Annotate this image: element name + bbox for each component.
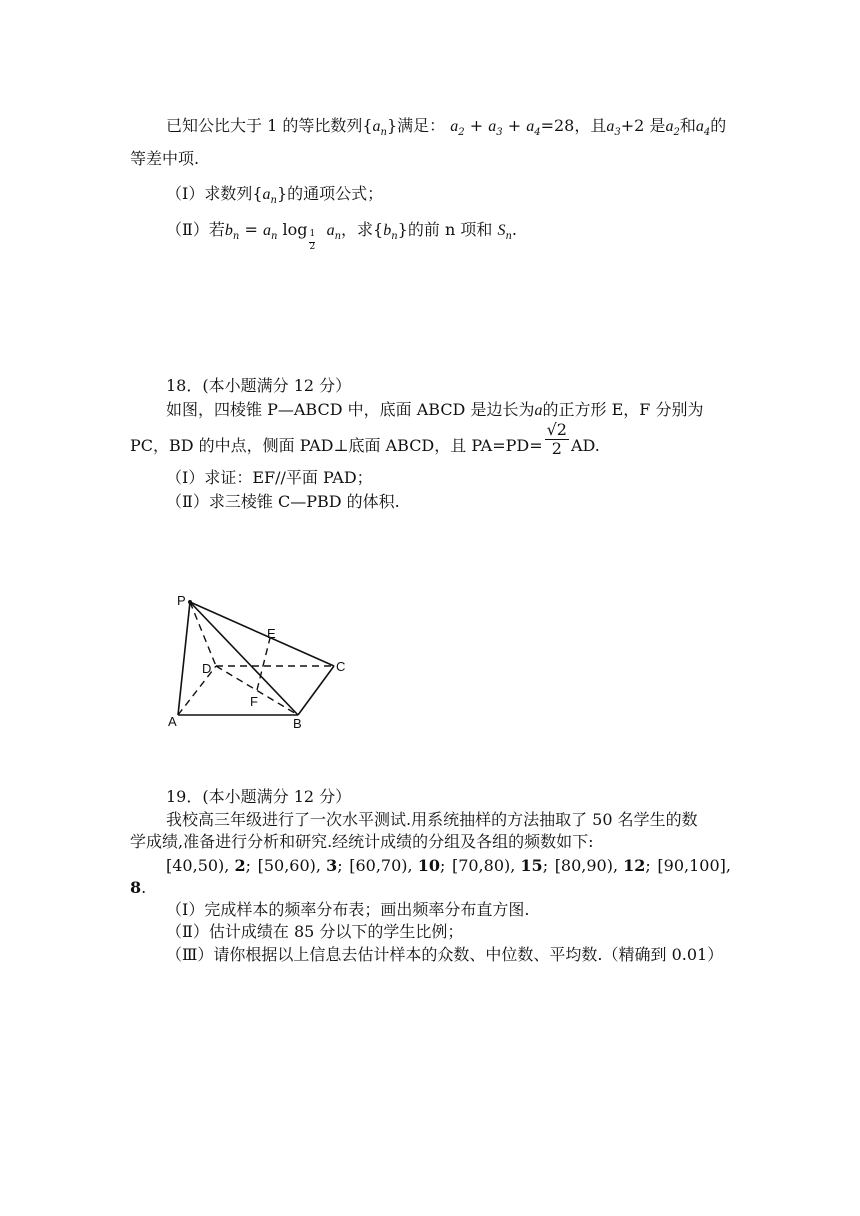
q17-text: }满足： [387, 116, 446, 135]
var-a: a [665, 118, 674, 135]
plus-sign: + [469, 116, 484, 135]
label-C: C [336, 659, 346, 674]
var-a: a [695, 118, 704, 135]
q17-part1 [166, 182, 383, 213]
var-a: a [262, 186, 271, 203]
q17-part2-text: ，求{ [341, 220, 384, 239]
group-item [258, 854, 343, 878]
sub-n: n [334, 231, 342, 242]
group-item [452, 854, 548, 878]
q19-line1: 我校高三年级进行了一次水平测试.用系统抽样的方法抽取了 50 名学生的数 [166, 810, 698, 829]
q18-text: PC，BD 的中点，侧面 PAD⊥底面 ABCD，且 PA=PD= [130, 436, 543, 455]
edge-BC [298, 666, 334, 715]
fraction-numerator: √2 [546, 420, 567, 439]
sub-n: n [380, 127, 387, 138]
q18-text: 如图，四棱锥 P—ABCD 中，底面 ABCD 是边长为 [166, 400, 535, 419]
log-base-den: 2 [309, 242, 316, 252]
sub-n: n [270, 231, 278, 242]
label-B: B [293, 716, 302, 731]
sub-4: 4 [703, 127, 711, 138]
sub-3: 3 [496, 127, 503, 138]
q17-text: =28，且 [540, 116, 607, 135]
q18-text: 的正方形 E，F 分别为 [542, 400, 704, 419]
group-count: 2 [234, 856, 246, 875]
sub-4: 4 [534, 127, 541, 138]
sub-n: n [505, 231, 512, 242]
label-A: A [168, 714, 177, 729]
q19-header: 19．(本小题满分 12 分） [166, 787, 352, 806]
point-P [188, 600, 192, 604]
group-range: [50,60), [257, 856, 321, 875]
q17-intro-line [166, 114, 726, 145]
group-range: [40,50), [166, 856, 230, 875]
label-F: F [250, 694, 258, 709]
pyramid-figure [150, 580, 370, 740]
var-a: a [450, 118, 459, 135]
group-count: 3 [326, 856, 338, 875]
var-b: b [383, 222, 392, 239]
var-S: S [497, 222, 506, 239]
group-item [349, 854, 445, 878]
fraction-denominator: 2 [551, 439, 562, 458]
label-E: E [267, 626, 276, 641]
equals-sign: = [244, 220, 258, 239]
q17-part1-text: }的通项公式； [276, 184, 384, 203]
q17-text: 已知公比大于 1 的等比数列{ [166, 116, 373, 135]
q17-text: 的 [710, 116, 727, 135]
q19-groups-tail [130, 876, 146, 900]
var-a: a [606, 118, 615, 135]
log-base-half [307, 218, 321, 252]
sub-n: n [391, 231, 398, 242]
group-count: 15 [520, 856, 543, 875]
group-sep: ; [337, 856, 343, 875]
group-range: [90,100], [657, 856, 731, 875]
sub-n: n [232, 231, 240, 242]
group-count: 8 [130, 878, 142, 897]
var-a: a [488, 118, 497, 135]
q17-line2: 等差中项. [130, 149, 200, 168]
group-item [555, 854, 651, 878]
group-count: 12 [623, 856, 646, 875]
sub-2: 2 [673, 127, 680, 138]
group-item [166, 854, 251, 878]
q18-part2: （Ⅱ）求三棱锥 C—PBD 的体积. [166, 492, 400, 511]
group-sep: ; [542, 856, 549, 875]
q18-line1 [166, 398, 703, 423]
q17-part2 [166, 218, 517, 252]
group-sep: ; [645, 856, 651, 875]
q19-line2: 学成绩,准备进行分析和研究.经统计成绩的分组及各组的频数如下: [130, 832, 594, 851]
log-text: log [282, 220, 308, 239]
q17-part2-text: （Ⅱ）若 [166, 220, 225, 239]
group-sep: ; [245, 856, 251, 875]
fraction-sqrt2-over-2 [545, 421, 569, 458]
var-a: a [262, 222, 271, 239]
sub-n: n [270, 195, 277, 206]
q19-part1: （Ⅰ）完成样本的频率分布表；画出频率分布直方图. [166, 900, 530, 919]
edge-PC [190, 602, 334, 666]
q17-text: +2 是 [620, 116, 666, 135]
sub-2: 2 [458, 127, 465, 138]
segment-EF [257, 638, 270, 690]
q17-text: 和 [679, 116, 696, 135]
q17-part2-text: }的前 n 项和 [397, 220, 493, 239]
q18-header: 18．(本小题满分 12 分） [166, 376, 352, 395]
q19-groups [166, 854, 731, 878]
q17-part2-text: . [511, 220, 517, 239]
group-end: . [141, 878, 147, 897]
group-item [657, 854, 731, 878]
q19-part3: （Ⅲ）请你根据以上信息去估计样本的众数、中位数、平均数.（精确到 0.01） [166, 945, 724, 964]
group-sep: ; [439, 856, 446, 875]
log-base-num: 1 [309, 229, 316, 239]
q18-text: AD. [570, 436, 600, 455]
var-a: a [534, 402, 543, 419]
group-range: [80,90), [554, 856, 619, 875]
q17-part1-text: （Ⅰ）求数列{ [166, 184, 263, 203]
group-count: 10 [417, 856, 440, 875]
label-D: D [202, 661, 212, 676]
group-range: [70,80), [451, 856, 516, 875]
var-b: b [224, 222, 233, 239]
var-a: a [526, 118, 535, 135]
edge-PB [190, 602, 298, 715]
q18-part1: （Ⅰ）求证：EF//平面 PAD； [166, 468, 373, 487]
var-a: a [326, 222, 335, 239]
edge-PA [178, 602, 190, 715]
q18-line2 [130, 420, 600, 458]
plus-sign: + [507, 116, 522, 135]
q19-part2: （Ⅱ）估计成绩在 85 分以下的学生比例； [166, 922, 464, 941]
group-range: [60,70), [349, 856, 413, 875]
var-a: a [372, 118, 381, 135]
label-P: P [177, 593, 186, 608]
sub-3: 3 [614, 127, 621, 138]
